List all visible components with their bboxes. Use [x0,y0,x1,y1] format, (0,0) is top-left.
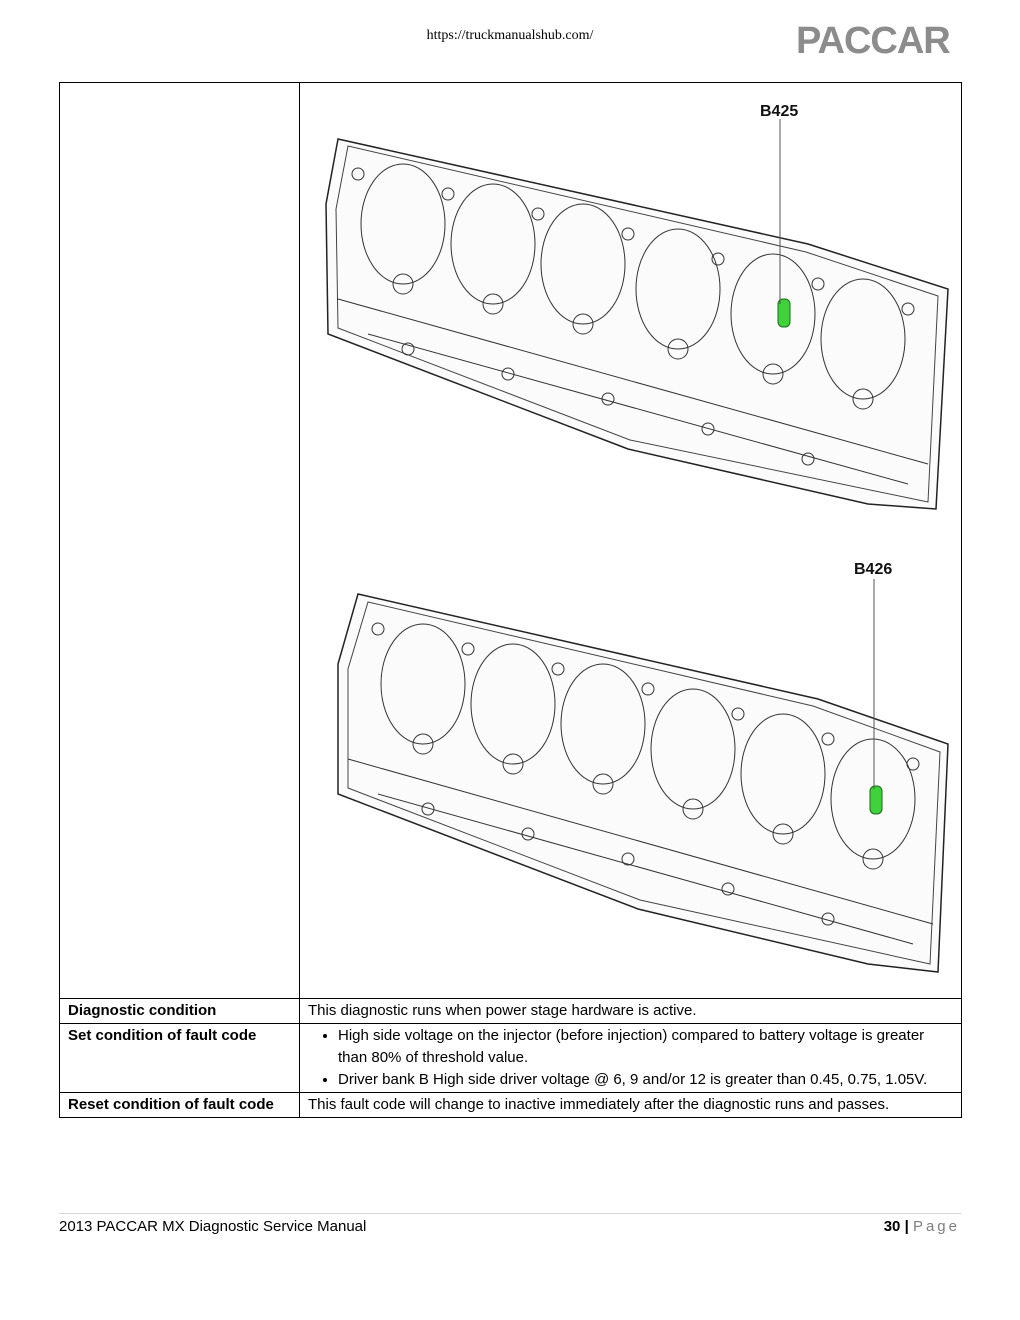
paccar-logo [796,20,964,60]
row-text: This diagnostic runs when power stage hardware is active. [300,999,962,1024]
table-row [60,1024,962,1093]
table-row [60,1093,962,1118]
b426-label: B426 [854,561,893,578]
bullet-item: • High side voltage on the injector (before injection) compared to battery voltage is greater than 80% of threshold value. [338,1025,953,1069]
row-text: This fault code will change to inactive immediately after the diagnostic runs and passes. [300,1093,962,1118]
cylinder-head-bottom [338,579,948,972]
row-label: Diagnostic condition [60,999,300,1024]
logo-text: PACCAR [796,20,950,60]
cylinder-head-top [326,119,948,509]
footer-divider [59,1213,961,1214]
header-url[interactable]: https://truckmanualshub.com/ [426,28,594,43]
page-word: Page [912,1218,960,1235]
bullet-list [308,1025,953,1091]
page-separator: | [904,1218,909,1235]
cylinder-head-diagram [308,84,968,990]
table-row [60,999,962,1024]
b426-sensor-highlight [870,786,882,814]
row-bullets-cell [300,1024,962,1093]
footer-page-number [884,1218,960,1235]
figure-cell [300,83,962,999]
row-label: Reset condition of fault code [60,1093,300,1118]
b425-label: B425 [760,103,799,120]
figure-row [60,83,962,999]
figure-empty-cell [60,83,300,999]
page-number: 30 [883,1218,901,1235]
fault-code-table [59,82,962,1118]
row-label: Set condition of fault code [60,1024,300,1093]
footer-title: 2013 PACCAR MX Diagnostic Service Manual [59,1218,367,1235]
bullet-item: • Driver bank B High side driver voltage @ 6, 9 and/or 12 is greater than 0.45, 0.75, 1.05V. [338,1069,953,1091]
